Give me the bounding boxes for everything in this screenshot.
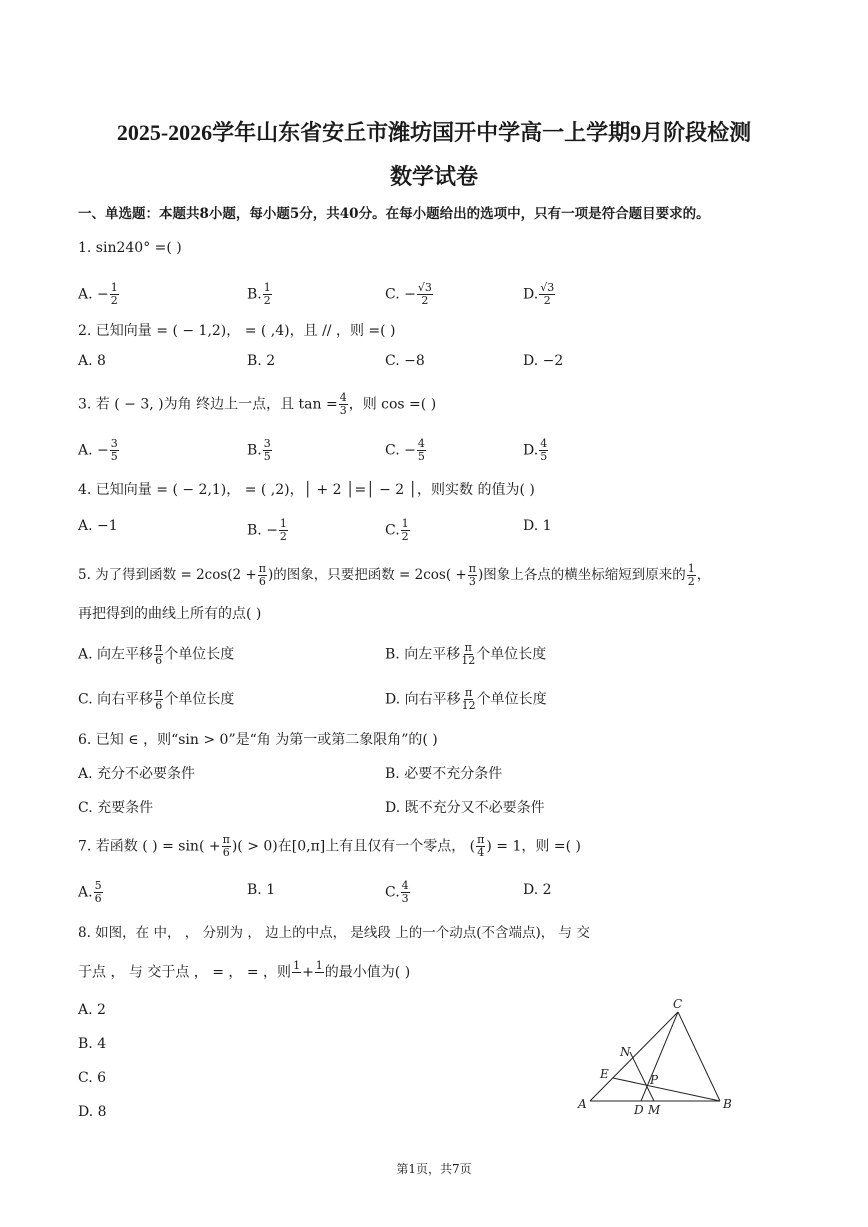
q2-option-a[interactable]: A. 8: [78, 353, 106, 369]
q8-option-c[interactable]: C. 6: [78, 1070, 107, 1086]
fraction: $\frac{\pi}{12}$: [461, 641, 476, 667]
fraction: $\frac{\pi}{6}$: [155, 641, 163, 667]
label-m: M: [648, 1103, 661, 1117]
q4-option-a[interactable]: A. −1: [78, 518, 118, 534]
fraction: $\frac{1}{2}$: [687, 562, 695, 588]
label-d: D: [634, 1103, 644, 1117]
fraction: $\frac{4}{3}$: [401, 879, 409, 905]
q6-option-d[interactable]: D. 既不充分又不必要条件: [385, 800, 545, 816]
fraction: $\frac{\pi}{3}$: [468, 562, 476, 588]
q6-option-a[interactable]: A. 充分不必要条件: [78, 766, 196, 782]
question-3-stem: 3. 若 ( − 3, )为角 终边上一点，且 tan = $\frac{4}{3}$ ，则 cos =( ): [78, 391, 437, 417]
label-c: C: [673, 997, 683, 1011]
fraction: $\frac{1}{2}$: [401, 517, 409, 543]
q1-option-b[interactable]: B. $\frac{1}{2}$: [247, 281, 271, 307]
q4-option-c[interactable]: C. $\frac{1}{2}$: [385, 517, 409, 543]
q5-option-d[interactable]: D. 向右平移 $\frac{\pi}{12}$ 个单位长度: [385, 686, 547, 712]
fraction: $\frac{\pi}{6}$: [222, 833, 230, 859]
fraction: $\frac{√3}{2}$: [540, 281, 555, 307]
question-5-stem-line2: 再把得到的曲线上所有的点( ): [78, 606, 262, 622]
q1-option-a[interactable]: A. − $\frac{1}{2}$: [78, 281, 118, 307]
edge-ac: [590, 1012, 678, 1101]
q8-option-a[interactable]: A. 2: [78, 1002, 106, 1018]
q7-option-d[interactable]: D. 2: [523, 882, 552, 898]
fraction: $\frac{3}{5}$: [110, 437, 118, 463]
fraction: $\frac{5}{6}$: [94, 879, 102, 905]
section-heading: 一、单选题：本题共8小题，每小题5分，共40分。在每小题给出的选项中，只有一项是符合题目要求的。: [78, 206, 710, 222]
label-b: B: [723, 1097, 732, 1111]
q7-option-a[interactable]: A. $\frac{5}{6}$: [78, 879, 102, 905]
question-6-stem: 6. 已知 ∈ ，则“sin > 0”是“角 为第一或第二象限角”的( ): [78, 732, 438, 748]
q5-option-b[interactable]: B. 向左平移 $\frac{\pi}{12}$ 个单位长度: [385, 641, 547, 667]
fraction: $\frac{1}{2}$: [110, 281, 118, 307]
fraction: $\frac{\pi}{6}$: [258, 562, 266, 588]
fraction: $\frac{1}{2}$: [279, 517, 287, 543]
q6-option-c[interactable]: C. 充要条件: [78, 800, 154, 816]
fraction: $\frac{4}{5}$: [540, 437, 548, 463]
fraction: $\frac{4}{5}$: [417, 437, 425, 463]
q3-option-a[interactable]: A. − $\frac{3}{5}$: [78, 437, 118, 463]
fraction: $\frac{\pi}{4}$: [477, 833, 485, 859]
q4-option-d[interactable]: D. 1: [523, 518, 552, 534]
fraction: 1: [293, 959, 301, 972]
fraction: $\frac{\pi}{12}$: [461, 686, 476, 712]
fraction: $\frac{\pi}{6}$: [155, 686, 163, 712]
q3-option-d[interactable]: D. $\frac{4}{5}$: [523, 437, 548, 463]
q3-option-c[interactable]: C. − $\frac{4}{5}$: [385, 437, 425, 463]
q5-option-a[interactable]: A. 向左平移 $\frac{\pi}{6}$ 个单位长度: [78, 641, 235, 667]
question-2-stem: 2. 已知向量 = ( − 1,2)， = ( ,4)，且 // ，则 =( ): [78, 323, 396, 339]
fraction: $\frac{3}{5}$: [263, 437, 271, 463]
q5-option-c[interactable]: C. 向右平移 $\frac{\pi}{6}$ 个单位长度: [78, 686, 235, 712]
fraction: $\frac{1}{2}$: [263, 281, 271, 307]
q1-option-c[interactable]: C. − $\frac{√3}{2}$: [385, 281, 432, 307]
label-e: E: [600, 1067, 609, 1081]
question-4-stem: 4. 已知向量 = ( − 2,1)， = ( ,2)，│ + 2 │=│ − 2 │，则实数 的值为( ): [78, 482, 535, 498]
fraction: 1: [315, 959, 323, 972]
fraction: $\frac{√3}{2}$: [417, 281, 432, 307]
q6-option-b[interactable]: B. 必要不充分条件: [385, 766, 503, 782]
page-footer: 第1页，共7页: [396, 1162, 472, 1176]
q1-option-d[interactable]: D. $\frac{√3}{2}$: [523, 281, 555, 307]
q4-option-b[interactable]: B. − $\frac{1}{2}$: [247, 517, 287, 543]
label-n: N: [620, 1045, 631, 1059]
q2-option-b[interactable]: B. 2: [247, 353, 276, 369]
question-5-stem: 5. 为了得到函数 = 2cos(2 + $\frac{\pi}{6}$ )的图象，只要把函数 = 2cos( + $\frac{\pi}{3}$ )图象上各点的横坐标缩短到原来的 $\frac{1}{2}$ ，: [78, 562, 711, 588]
label-a: A: [578, 1097, 587, 1111]
exam-subtitle: 数学试卷: [389, 164, 478, 189]
q8-option-d[interactable]: D. 8: [78, 1104, 107, 1120]
q2-option-d[interactable]: D. −2: [523, 353, 564, 369]
q7-option-b[interactable]: B. 1: [247, 882, 276, 898]
q7-option-c[interactable]: C. $\frac{4}{3}$: [385, 879, 409, 905]
q2-option-c[interactable]: C. −8: [385, 353, 425, 369]
q8-option-b[interactable]: B. 4: [78, 1036, 107, 1052]
q3-option-b[interactable]: B. $\frac{3}{5}$: [247, 437, 271, 463]
edge-bc: [678, 1012, 720, 1101]
label-p: P: [650, 1073, 659, 1087]
question-8-stem-line2: 于点 ， 与 交于点 ， = ， = ，则 1 + 1 的最小值为( ): [78, 960, 410, 985]
fraction: $\frac{4}{3}$: [339, 391, 347, 417]
triangle-figure: [570, 990, 750, 1120]
question-8-stem: 8. 如图，在 中， ， 分别为 ， 边上的中点， 是线段 上的一个动点(不含端点)， 与 交: [78, 925, 590, 941]
line-be: [613, 1078, 720, 1101]
question-7-stem: 7. 若函数 ( ) = sin( + $\frac{\pi}{6}$ )( > 0)在[0,π]上有且仅有一个零点， ( $\frac{\pi}{4}$ ) = 1，则 =( ): [78, 833, 581, 859]
question-1-stem: 1. sin240° =( ): [78, 240, 182, 256]
exam-title: 2025-2026学年山东省安丘市潍坊国开中学高一上学期9月阶段检测: [116, 120, 752, 145]
